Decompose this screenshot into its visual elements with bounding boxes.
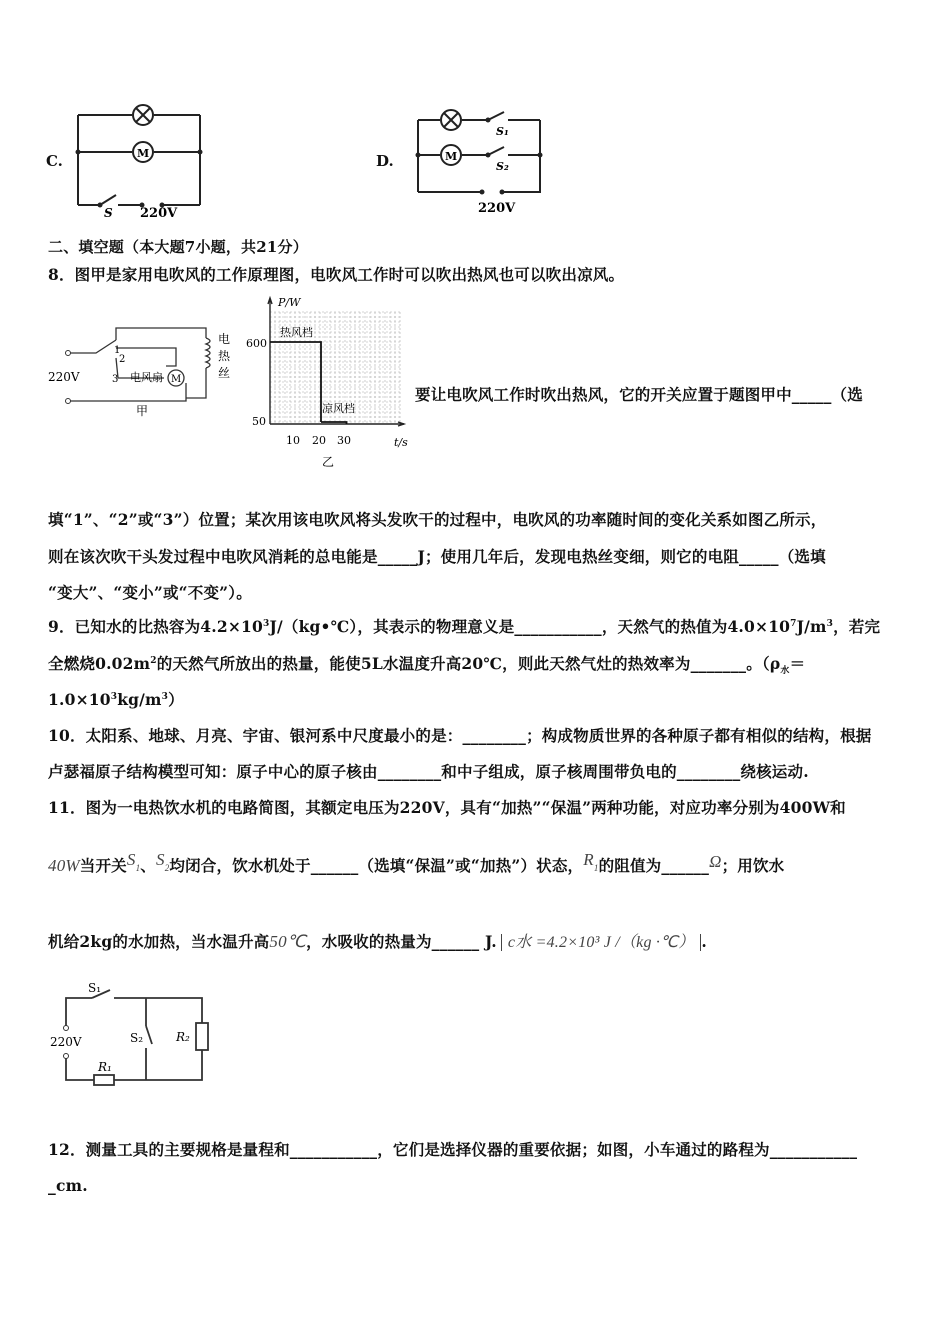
q11-circuit [44, 978, 224, 1096]
y-axis-label: P/W [278, 296, 301, 309]
q8-line3: 则在该次吹干头发过程中电吹风消耗的总电能是_____J；使用几年后，发现电热丝变细，则它的电阻_____（选填 [48, 547, 826, 566]
q11-text-2a: 当开关 [79, 856, 127, 875]
q11-text-end: . [701, 932, 708, 951]
q11-line2 [48, 850, 785, 877]
voltage-label: 220V [140, 206, 178, 220]
q12-line2: _cm. [48, 1176, 88, 1195]
q11-text-2c: 均闭合，饮水机处于______（选填“保温”或“加热”）状态， [169, 856, 584, 875]
label-hot: 热风档 [280, 326, 313, 339]
q9-text-3c: kg/m [117, 690, 162, 709]
q9-sup-3b: 3 [110, 691, 118, 702]
q11-fig-r1: R₁ [98, 1060, 112, 1074]
q11-r1: R [583, 850, 594, 869]
q9-text-c: J/（kg•℃），其表示的物理意义是___________，天然气的热值为4.0×10 [269, 617, 791, 636]
q8-jia-motor: M [171, 374, 182, 385]
q8-jia-pos1: 1 [114, 345, 121, 356]
q11-s1-sub: 1 [135, 863, 141, 874]
option-d-label: D. [376, 152, 394, 170]
q8-figure-jia [46, 318, 246, 418]
q11-text-3a: 机给2kg的水加热，当水温升高 [48, 932, 270, 951]
q8-side-text: 要让电吹风工作时吹出热风，它的开关应置于题图甲中_____（选 [415, 385, 863, 404]
switch-s1-label: S₁ [496, 125, 509, 138]
section-heading: 二、填空题（本大题7小题，共21分） [48, 238, 308, 256]
q9-sup-d: 7 [790, 618, 797, 629]
q11-r1-sub: 1 [593, 863, 599, 874]
q8-intro: 8．图甲是家用电吹风的工作原理图，电吹风工作时可以吹出热风也可以吹出凉风。 [48, 265, 625, 284]
q9-text-e: J/m [796, 617, 827, 636]
q9-line1 [48, 615, 880, 637]
q11-fig-s1: S₁ [88, 981, 102, 995]
q8-jia-heater-2: 热 [218, 349, 231, 363]
q10-line2: 卢瑟福原子结构模型可知：原子中心的原子核由________和中子组成，原子核周围带负电的________绕核运动. [48, 762, 809, 781]
chart-caption: 乙 [322, 455, 335, 469]
q9-sup-3d: 3 [161, 691, 169, 702]
q9-sup-f: 3 [826, 618, 834, 629]
y-tick-50: 50 [252, 415, 266, 428]
q8-chart-yi [246, 292, 416, 472]
q9-sub-2d: 水 [780, 666, 790, 677]
voltage-label: 220V [478, 201, 516, 216]
motor-label: M [445, 150, 458, 163]
q9-line3 [48, 688, 184, 710]
q9-sup-2b: 2 [150, 655, 157, 666]
q8-line4: “变大”、“变小”或“不变”）。 [48, 583, 252, 602]
q9-text-2c: 的天然气所放出的热量，能使5L水温度升高20℃，则此天然气灶的热效率为_______。（ρ [156, 654, 781, 673]
q9-text-g: ，若完 [833, 617, 881, 636]
x-tick-10: 10 [286, 434, 300, 447]
q11-fig-r2: R₂ [176, 1030, 190, 1044]
q11-s2-sub: 2 [164, 863, 170, 874]
q8-jia-heater-1: 电 [218, 332, 231, 346]
q8-jia-pos3: 3 [112, 374, 119, 385]
x-tick-20: 20 [312, 434, 326, 447]
motor-label: M [137, 147, 150, 160]
q9-line2 [48, 652, 805, 676]
q11-line3 [48, 929, 707, 952]
q8-jia-voltage: 220V [48, 370, 80, 384]
q10-line1: 10．太阳系、地球、月亮、宇宙、银河系中尺度最小的是：________；构成物质世界的各种原子都有相似的结构，根据 [48, 726, 872, 745]
q11-text-3b: ，水吸收的热量为______ J. [306, 932, 497, 951]
switch-s2-label: S₂ [496, 160, 509, 173]
x-axis-label: t/s [394, 436, 408, 449]
y-tick-600: 600 [246, 337, 267, 350]
q12-line1: 12．测量工具的主要规格是量程和___________，它们是选择仪器的重要依据；如图，小车通过的路程为___________ [48, 1140, 858, 1159]
q8-jia-fan: 电风扇 [130, 371, 163, 384]
q11-40w: 40W [48, 856, 80, 875]
option-c-circuit [60, 95, 220, 220]
option-c-label: C. [46, 152, 63, 170]
q11-text-2e: ；用饮水 [721, 856, 785, 875]
q8-jia-caption: 甲 [136, 404, 149, 418]
q8-jia-pos2: 2 [119, 354, 126, 365]
q9-sup-b: 3 [263, 618, 270, 629]
q11-ohm: Ω [709, 852, 722, 871]
q11-text-2d: 的阻值为______ [598, 856, 710, 875]
q9-text-a: 9．已知水的比热容为4.2×10 [48, 617, 264, 636]
q9-text-3e: ） [168, 690, 184, 709]
q11-line1: 11．图为一电热饮水机的电路简图，其额定电压为220V，具有“加热”“保温”两种功能，对应功率分别为400W和 [48, 798, 846, 817]
x-tick-30: 30 [337, 434, 351, 447]
q11-s2: S [155, 850, 165, 869]
label-cool: 凉风档 [322, 402, 355, 415]
q9-text-2e: ＝ [789, 654, 806, 673]
q11-s1: S [126, 850, 136, 869]
q11-text-2b: 、 [140, 856, 156, 875]
q11-fig-220v: 220V [50, 1035, 82, 1049]
q9-text-3a: 1.0×10 [48, 690, 111, 709]
q11-fig-s2: S₂ [130, 1031, 144, 1045]
switch-s-label: S [104, 206, 113, 220]
q8-jia-heater-3: 丝 [218, 366, 231, 380]
q11-formula: c水 =4.2×10³ J /（kg ·℃） [501, 934, 702, 951]
q9-text-2a: 全燃烧0.02m [48, 654, 151, 673]
option-d-circuit [400, 95, 560, 220]
q8-line2: 填“1”、“2”或“3”）位置；某次用该电吹风将头发吹干的过程中，电吹风的功率随时间的变化关系如图乙所示， [48, 510, 827, 529]
q11-temp: 50℃ [269, 932, 307, 951]
